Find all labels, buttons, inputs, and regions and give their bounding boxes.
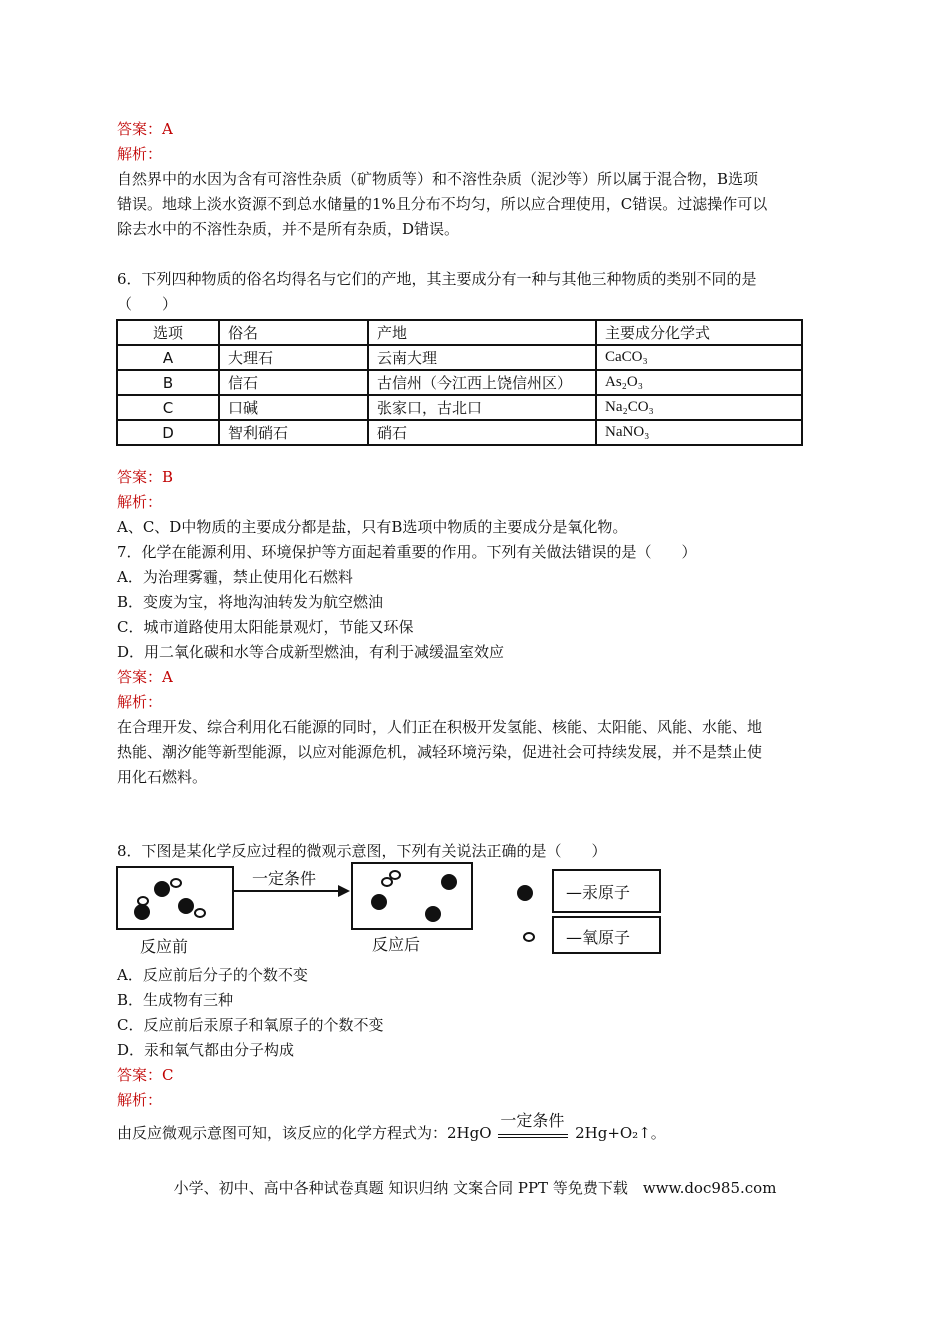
mercury-atom [154, 881, 170, 897]
q8-option: B．生成物有三种 [117, 991, 234, 1009]
table-cell: 智利硝石 [219, 420, 368, 445]
q8-option: C．反应前后汞原子和氧原子的个数不变 [117, 1016, 384, 1034]
q7-analysis-line: 用化石燃料。 [117, 768, 208, 786]
q5-analysis-line: 错误。地球上淡水资源不到总水储量的1%且分布不均匀，所以应合理使用，C错误。过滤操作可以 [117, 195, 768, 213]
q5-answer: 答案：A [117, 120, 173, 138]
q7-option: A．为治理雾霾，禁止使用化石燃料 [117, 568, 353, 586]
table-cell: 口碱 [219, 395, 368, 420]
q8-option: A．反应前后分子的个数不变 [117, 966, 308, 984]
after-reaction-label: 反应后 [372, 935, 421, 954]
oxygen-atom [194, 908, 206, 918]
oxygen-atom [137, 896, 149, 906]
q5-analysis-line: 自然界中的水因为含有可溶性杂质（矿物质等）和不溶性杂质（泥沙等）所以属于混合物，B选项 [117, 170, 759, 188]
q6-analysis-line: A、C、D中物质的主要成分都是盐，只有B选项中物质的主要成分是氧化物。 [117, 518, 628, 536]
table-cell: CaCO₃ [596, 345, 802, 370]
table-cell: 云南大理 [368, 345, 596, 370]
equation-condition-arrow [496, 1111, 570, 1142]
oxygen-legend-icon [523, 932, 535, 942]
q6-table [116, 319, 803, 446]
q8-question: 8．下图是某化学反应过程的微观示意图，下列有关说法正确的是（ ） [117, 842, 607, 860]
table-cell: B [117, 370, 219, 395]
q7-analysis-line: 在合理开发、综合利用化石能源的同时，人们正在积极开发氢能、核能、太阳能、风能、水能、地 [117, 718, 763, 736]
q7-answer: 答案：A [117, 668, 173, 686]
equation-suffix: 2Hg+O₂↑。 [575, 1124, 666, 1142]
table-header: 俗名 [219, 320, 368, 345]
q7-option: C．城市道路使用太阳能景观灯，节能又环保 [117, 618, 414, 636]
table-cell: NaNO₃ [596, 420, 802, 445]
page-footer: 小学、初中、高中各种试卷真题 知识归纳 文案合同 PPT 等免费下载 www.doc985.com [173, 1179, 777, 1197]
q7-question: 7．化学在能源利用、环境保护等方面起着重要的作用。下列有关做法错误的是（ ） [117, 543, 697, 561]
mercury-atom [134, 904, 150, 920]
table-cell: Na₂CO₃ [596, 395, 802, 420]
q5-analysis-line: 除去水中的不溶性杂质，并不是所有杂质，D错误。 [117, 220, 460, 238]
q7-option: B．变废为宝，将地沟油转发为航空燃油 [117, 593, 384, 611]
arrow-condition-label: 一定条件 [252, 869, 317, 888]
table-cell: 硝石 [368, 420, 596, 445]
table-cell: 大理石 [219, 345, 368, 370]
before-reaction-box [116, 866, 234, 930]
table-cell: 古信州（今江西上饶信州区） [368, 370, 596, 395]
q6-question: 6．下列四种物质的俗名均得名与它们的产地，其主要成分有一种与其他三种物质的类别不同的是 [117, 270, 757, 288]
oxygen-atom [170, 878, 182, 888]
equation-prefix: 由反应微观示意图可知，该反应的化学方程式为：2HgO [117, 1124, 492, 1142]
table-cell: 张家口，古北口 [368, 395, 596, 420]
q8-equation [117, 1111, 666, 1142]
oxygen-legend-box [552, 916, 661, 954]
table-cell: D [117, 420, 219, 445]
mercury-atom [178, 898, 194, 914]
equation-condition: 一定条件 [500, 1111, 565, 1130]
table-cell: A [117, 345, 219, 370]
table-header-row [117, 320, 802, 345]
table-row [117, 395, 802, 420]
mercury-legend-box [552, 869, 661, 913]
table-row [117, 345, 802, 370]
table-cell: As₂O₃ [596, 370, 802, 395]
q7-analysis-label: 解析： [117, 693, 163, 711]
table-cell: C [117, 395, 219, 420]
mercury-legend-icon [517, 885, 533, 901]
table-header: 主要成分化学式 [596, 320, 802, 345]
q6-question-blank: （ ） [117, 295, 178, 313]
table-header: 产地 [368, 320, 596, 345]
oxygen-atom [381, 877, 393, 887]
table-cell: 信石 [219, 370, 368, 395]
table-row [117, 370, 802, 395]
q7-option: D．用二氧化碳和水等合成新型燃油，有利于减缓温室效应 [117, 643, 505, 661]
mercury-legend-label: —汞原子 [566, 883, 631, 902]
q8-analysis-label: 解析： [117, 1091, 163, 1109]
q8-answer: 答案：C [117, 1066, 174, 1084]
before-reaction-label: 反应前 [140, 937, 189, 956]
mercury-atom [425, 906, 441, 922]
table-row [117, 420, 802, 445]
equation-equals [498, 1134, 568, 1138]
table-header: 选项 [117, 320, 219, 345]
mercury-atom [371, 894, 387, 910]
q8-option: D．汞和氧气都由分子构成 [117, 1041, 295, 1059]
oxygen-legend-label: —氧原子 [566, 928, 631, 947]
after-reaction-box [351, 862, 473, 930]
q5-analysis-label: 解析： [117, 145, 163, 163]
q6-analysis-label: 解析： [117, 493, 163, 511]
mercury-atom [441, 874, 457, 890]
q7-analysis-line: 热能、潮汐能等新型能源，以应对能源危机，减轻环境污染，促进社会可持续发展，并不是禁止使 [117, 743, 763, 761]
q6-answer: 答案：B [117, 468, 174, 486]
